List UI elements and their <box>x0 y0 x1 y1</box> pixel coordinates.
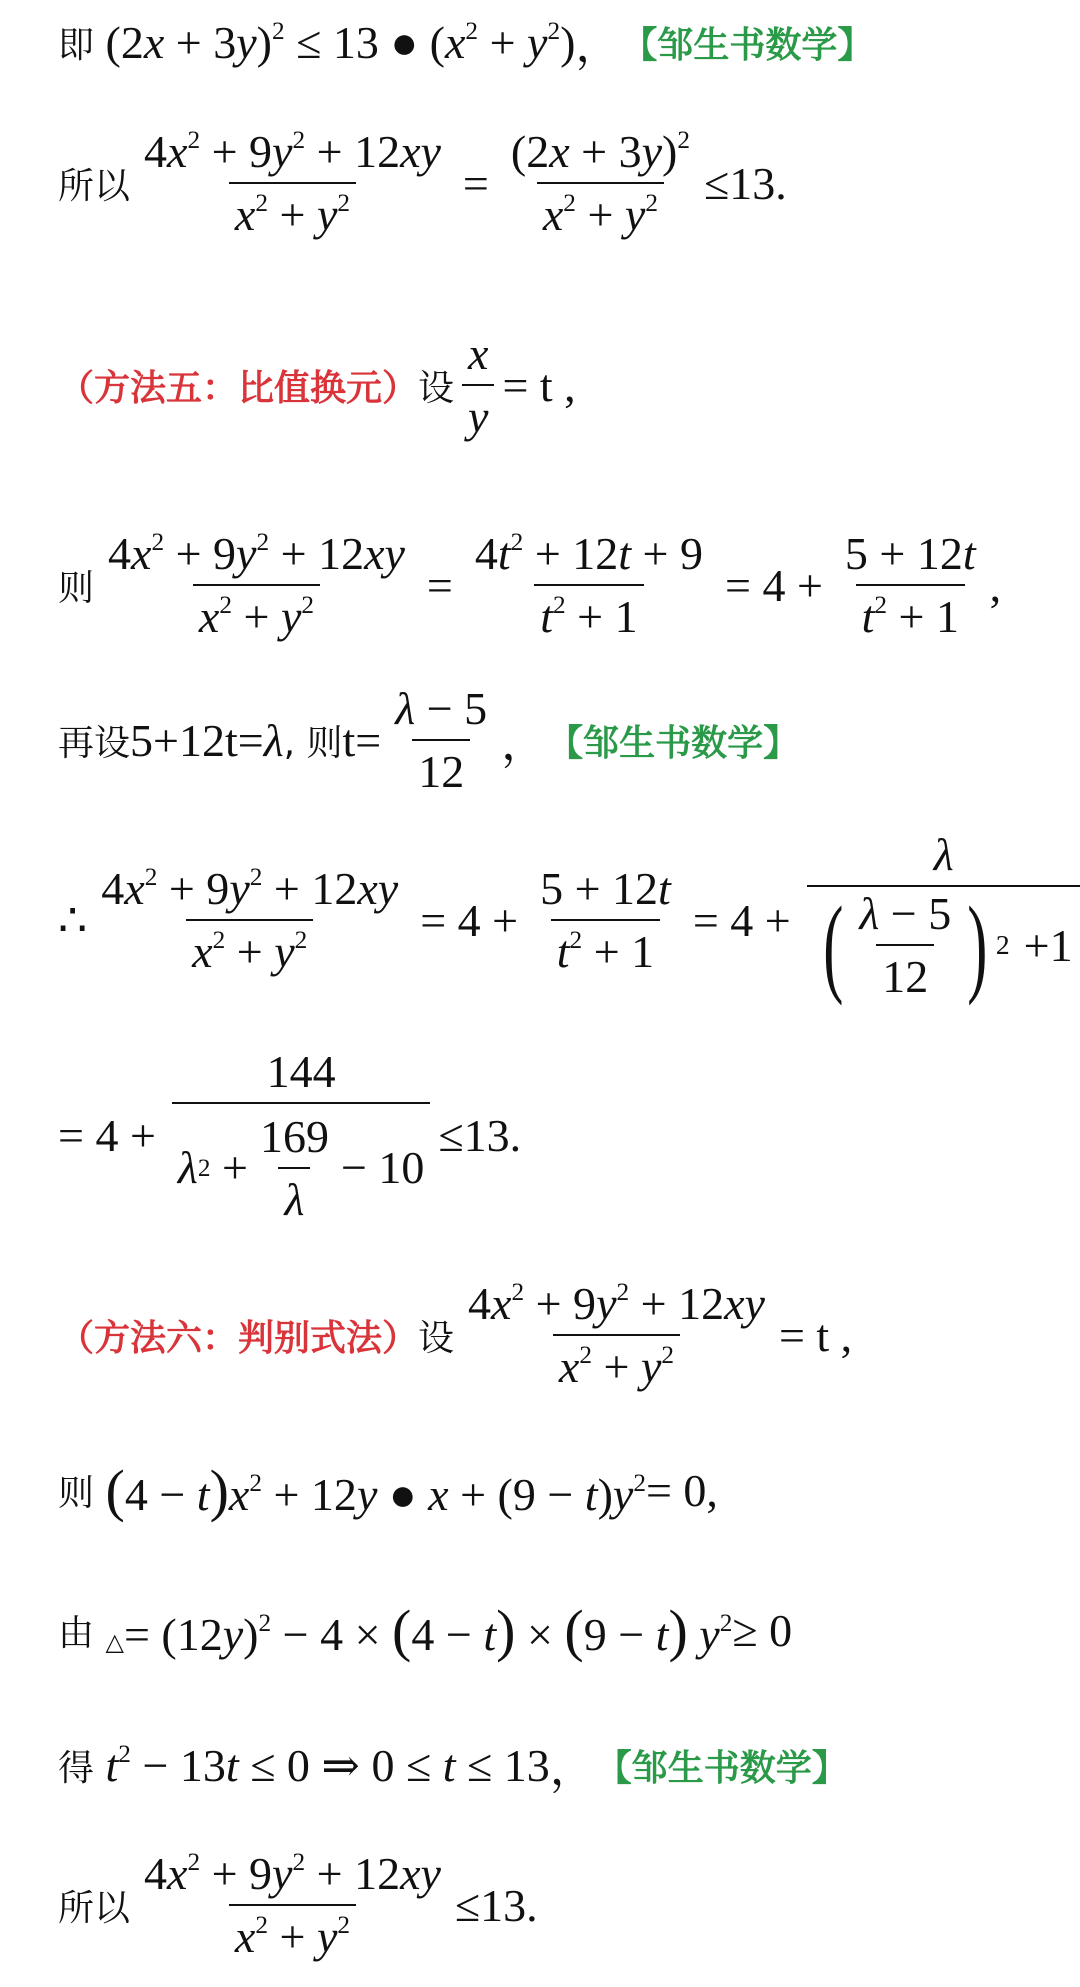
line-11: 得 $t^2 - 13t \le 0$ ⇒ 0 ≤ t ≤ 13 ， 【邹生书数学】 <box>58 1740 848 1794</box>
fraction: $\frac{(2x + 3y)^2}{x^2 + y^2}$ <box>510 126 690 240</box>
line-4: 则 $\frac{4x^2 + 9y^2 + 12xy}{x^2 + y^2}$ = $\frac{4t^2 + 12t + 9}{t^2 + 1}$ = 4 + $\frac{5 + 12t}{t^2 + 1}$ , <box>58 528 1002 642</box>
brand-tag: 【邹生书数学】 <box>621 24 874 66</box>
fraction: $\frac{x}{y}$ <box>462 327 494 443</box>
line-5: 再设 5+12t=λ , 则 t= $\frac{\lambda - 5}{12}$ ， 【邹生书数学】 <box>58 683 800 797</box>
line-12: 所以 $\frac{4x^2 + 9y^2 + 12xy}{x^2 + y^2}$ ≤13 . <box>58 1848 538 1962</box>
inequality: ≤13 <box>454 1879 527 1931</box>
line-9: 则 $(4 - t)x^2 + 12y$ ● $x + (9 - t)y^2$ = 0, <box>58 1457 718 1523</box>
label-you: 由 <box>58 1612 95 1654</box>
line-3 <box>58 330 576 440</box>
result-range: $t^2 - 13t \le 0$ ⇒ 0 ≤ t ≤ 13 <box>105 1740 550 1791</box>
fraction: $\frac{4t^2 + 12t + 9}{t^2 + 1}$ <box>474 528 703 642</box>
equals-t: = t , <box>502 359 576 411</box>
line-8 <box>58 1270 852 1400</box>
label-ze: 则 <box>58 1472 95 1514</box>
method-six-heading: （方法六：判别式法） <box>58 1317 419 1359</box>
fraction: 144 λ 2 + $\frac{169}{\lambda}$ − 10 <box>172 1045 431 1226</box>
line-7: = 4 + 144 λ 2 + $\frac{169}{\lambda}$ − 10 ≤13 . <box>58 1045 522 1225</box>
fraction: $\frac{4x^2 + 9y^2 + 12xy}{x^2 + y^2}$ <box>468 1278 765 1392</box>
label-zaishe: 再设 <box>58 722 131 764</box>
label-ji: 即 <box>58 24 95 66</box>
line-6: ∴ $\frac{4x^2 + 9y^2 + 12xy}{x^2 + y^2}$ = 4 + $\frac{5 + 12t}{t^2 + 1}$ = 4 + λ ( $\frac{\lambda - 5}{12}$ ) 2 +1 <box>58 820 1080 1020</box>
fraction: $\frac{4x^2 + 9y^2 + 12xy}{x^2 + y^2}$ <box>144 126 441 240</box>
fraction: λ ( $\frac{\lambda - 5}{12}$ ) 2 +1 <box>807 820 1080 1003</box>
fraction: $\frac{4x^2 + 9y^2 + 12xy}{x^2 + y^2}$ <box>108 528 405 642</box>
substitution: 5+12t=λ <box>130 714 284 766</box>
label-suoyi: 所以 <box>58 1887 131 1929</box>
line-2: 所以 $\frac{4x^2 + 9y^2 + 12xy}{x^2 + y^2}$ = $\frac{(2x + 3y)^2}{x^2 + y^2}$ ≤13 . <box>58 126 787 240</box>
method-five-heading: （方法五：比值换元） <box>58 367 419 409</box>
label-ze: , 则 <box>283 722 343 764</box>
fraction: $\frac{4x^2 + 9y^2 + 12xy}{x^2 + y^2}$ <box>101 863 399 977</box>
label-suoyi: 所以 <box>58 165 131 207</box>
fraction: $\frac{\lambda - 5}{12}$ <box>395 683 488 797</box>
line-10: 由 △= $(12y)^2 - 4 \times (4 - t) \times (9 - t)$ $y^2$ ≥ 0 <box>58 1597 793 1663</box>
inequality: ≤13 <box>703 157 776 209</box>
label-ze: 则 <box>58 567 95 609</box>
therefore-symbol: ∴ <box>58 895 88 946</box>
brand-tag: 【邹生书数学】 <box>595 1747 848 1789</box>
quadratic-equation: $(4 - t)x^2 + 12y$ ● $x + (9 - t)y^2$ <box>105 1457 646 1523</box>
cauchy-inequality: $(2x + 3y)^2 \le 13$ ● $(x^2 + y^2)$ <box>94 16 576 68</box>
line-1 <box>58 12 873 72</box>
label-de: 得 <box>58 1747 95 1789</box>
discriminant: △= $(12y)^2 - 4 \times (4 - t) \times (9 - t)$ $y^2$ <box>105 1597 733 1663</box>
label-she: 设 <box>418 1317 455 1359</box>
brand-tag: 【邹生书数学】 <box>547 722 800 764</box>
label-she: 设 <box>418 367 455 409</box>
fraction: $\frac{5 + 12t}{t^2 + 1}$ <box>844 528 976 642</box>
fraction: $\frac{4x^2 + 9y^2 + 12xy}{x^2 + y^2}$ <box>144 1848 441 1962</box>
equals-t: = t , <box>778 1309 853 1361</box>
fraction: $\frac{5 + 12t}{t^2 + 1}$ <box>540 863 671 977</box>
comma: ， <box>575 20 622 71</box>
